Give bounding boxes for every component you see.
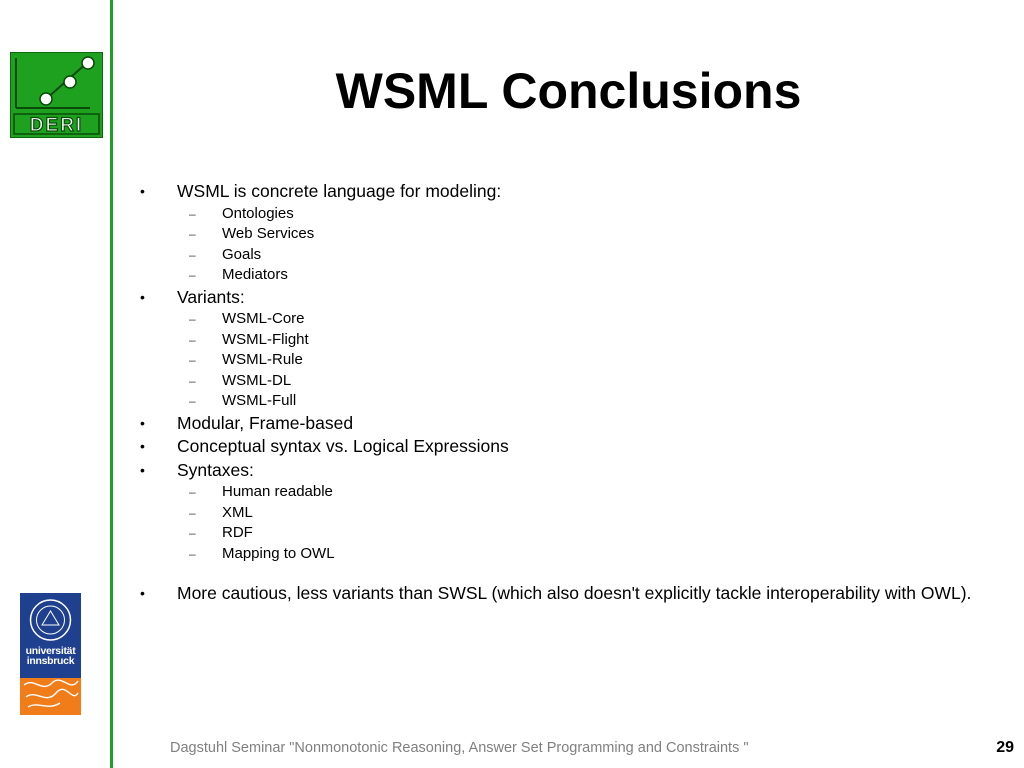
sub-bullet-text: Mapping to OWL xyxy=(222,544,335,562)
dash-icon: – xyxy=(189,485,196,499)
bullet-item xyxy=(136,412,996,436)
bullet-text: Modular, Frame-based xyxy=(177,412,354,433)
dash-icon: – xyxy=(189,546,196,561)
sub-bullet-item xyxy=(136,330,996,351)
bullet-item xyxy=(136,435,996,459)
sub-bullet-item xyxy=(136,224,996,245)
sub-bullet-text: WSML-Full xyxy=(222,392,297,409)
sub-bullet-item xyxy=(136,503,996,524)
bullet-dot-icon: • xyxy=(140,585,145,601)
slide-title: WSML Conclusions xyxy=(335,63,802,119)
dash-icon: – xyxy=(189,394,196,408)
bullet-text: More cautious, less variants than SWSL (which also doesn't explicitly tackle interoperability with OWL). xyxy=(177,583,972,603)
sub-bullet-item xyxy=(136,265,996,286)
bullet-dot-icon: • xyxy=(140,461,145,478)
bullet-text: WSML is concrete language for modeling: xyxy=(177,181,502,201)
dash-icon: – xyxy=(189,227,196,241)
deri-logo xyxy=(10,52,103,138)
sub-bullet-item xyxy=(136,350,996,371)
dash-icon: – xyxy=(189,332,196,347)
dash-icon: – xyxy=(189,247,196,262)
list-spacer xyxy=(136,564,996,582)
bullet-dot-icon: • xyxy=(140,438,145,454)
dash-icon: – xyxy=(189,526,196,540)
sub-bullet-text: WSML-Rule xyxy=(222,351,303,368)
bullet-text: Variants: xyxy=(177,286,245,307)
sub-bullet-text: WSML-Core xyxy=(222,310,305,327)
bullet-dot-icon: • xyxy=(140,414,145,431)
sub-bullet-text: Goals xyxy=(222,245,262,263)
sub-bullet-text: Web Services xyxy=(222,225,315,242)
sub-bullet-item xyxy=(136,482,996,503)
sub-bullet-item xyxy=(136,544,996,565)
uibk-wordmark-line2: innsbruck xyxy=(26,655,75,667)
bullet-item xyxy=(136,180,996,204)
university-innsbruck-wordmark xyxy=(20,646,81,666)
sub-bullet-text: RDF xyxy=(222,524,253,541)
page-number: 29 xyxy=(996,739,1014,756)
dash-icon: – xyxy=(189,505,196,520)
slide-footer: Dagstuhl Seminar "Nonmonotonic Reasoning, Answer Set Programming and Constraints " xyxy=(170,740,749,756)
dash-icon: – xyxy=(189,268,196,282)
sub-bullet-item xyxy=(136,371,996,392)
sub-bullet-text: WSML-DL xyxy=(222,371,292,389)
sub-bullet-item xyxy=(136,523,996,544)
bullet-text: Syntaxes: xyxy=(177,459,254,480)
dash-icon: – xyxy=(189,206,196,221)
sub-bullet-text: Human readable xyxy=(222,483,333,500)
dash-icon: – xyxy=(189,312,196,326)
sub-bullet-text: XML xyxy=(222,503,253,521)
dash-icon: – xyxy=(189,373,196,388)
sub-bullet-text: Mediators xyxy=(222,266,288,283)
uibk-wordmark-line1: universität xyxy=(25,645,76,657)
sub-bullet-text: WSML-Flight xyxy=(222,330,309,348)
deri-logo-text: DERI xyxy=(29,115,84,136)
sub-bullet-item xyxy=(136,309,996,330)
bullet-list xyxy=(136,180,996,606)
sub-bullet-item xyxy=(136,391,996,412)
bullet-dot-icon: • xyxy=(140,183,145,199)
dash-icon: – xyxy=(189,353,196,367)
bullet-item xyxy=(136,582,996,606)
bullet-item xyxy=(136,459,996,483)
sub-bullet-text: Ontologies xyxy=(222,204,294,222)
sub-bullet-item xyxy=(136,245,996,266)
sub-bullet-item xyxy=(136,204,996,225)
bullet-text: Conceptual syntax vs. Logical Expressions xyxy=(177,436,509,456)
bullet-dot-icon: • xyxy=(140,288,145,305)
bullet-item xyxy=(136,286,996,310)
